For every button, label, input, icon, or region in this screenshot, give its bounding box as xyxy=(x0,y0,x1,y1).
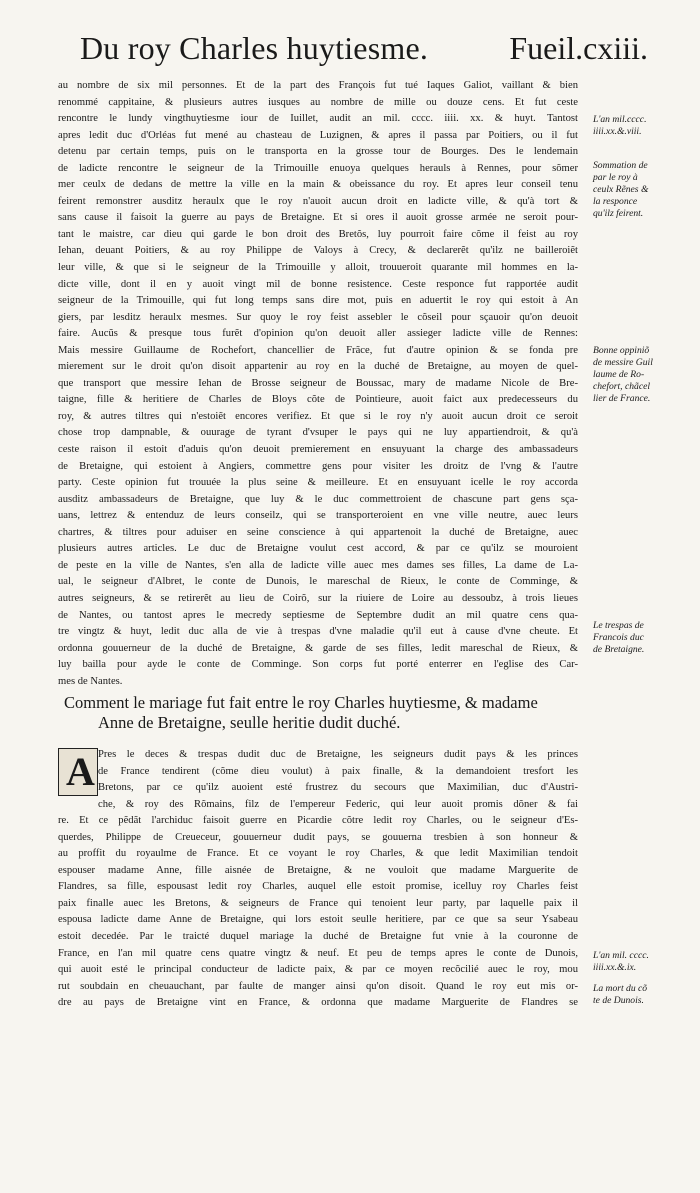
margin-note xyxy=(593,114,646,138)
text-line: de peste en la ville de Nantes, s'en alla de ladicte ville auec mes dames ses filles, La dame de La- xyxy=(58,559,578,571)
text-line: Bretons, par ce qu'ilz auoient esté frustrez du secours que Maximilian, duc d'Austri- xyxy=(98,782,578,794)
margin-note-line: par le roy à xyxy=(593,172,638,183)
text-line: detenu par certain temps, puis on le transporta en la grosse tour de Bourges. Des le lendemain xyxy=(58,146,578,158)
text-line: mer ceulx de dedans de mettre la ville en la main & obeissance du roy. Et apres leur conseil tenu xyxy=(58,179,578,191)
text-line: paix finalle auec les Bretons, & seigneurs de France qui tenoient leur party, par laquelle paix il xyxy=(58,897,578,909)
text-line: tant le maistre, car dieu qui garde le bon droit des Bretõs, luy pourroit faire cõme il feist au roy xyxy=(58,228,578,240)
margin-note xyxy=(593,345,653,405)
margin-note-line: iiii.xx.&.viii. xyxy=(593,126,642,137)
margin-note-line: Le trespas de xyxy=(593,620,644,631)
text-line: espousa ladicte dame Anne de Bretaigne, qui lors estoit seulle heritiere, par ce que sa seur Ysabeau xyxy=(58,914,578,926)
text-line: Mais messire Guillaume de Rochefort, chancellier de Frãce, fut d'autre opinion & se fonda pre xyxy=(58,344,578,356)
text-line: qui auoit esté le principal conducteur de ladicte paix, & par ce moyen recõcilié auec le roy, mou xyxy=(58,964,578,976)
text-line: renommé cappitaine, & plusieurs autres iusques au nombre de mille ou douze cens. Et fut ceste xyxy=(58,96,578,108)
heading-line: Comment le mariage fut fait entre le roy Charles huytiesme, & madame xyxy=(64,693,538,712)
text-line: rut soubdain en cheuauchant, par faulte de manger ainsi qu'on disoit. Quand le roy eut mis or- xyxy=(58,980,578,992)
text-line: leur ville, & que si le seigneur de la Trimouille y alloit, trouueroit quarante mil hommes en la- xyxy=(58,262,578,274)
text-line: espouser madame Anne, fille aisnée de Bretaigne, & ne vouloit que madame Marguerite de xyxy=(58,864,578,876)
text-line: estoit decedée. Par le traicté duquel mariage la duché de Bretaigne fut vnie à la couronne de xyxy=(58,931,578,943)
margin-note-line: qu'ilz feirent. xyxy=(593,208,644,219)
text-line: mes de Nantes. xyxy=(58,675,123,687)
folio-number: Fueil.cxiii. xyxy=(509,30,648,66)
running-header xyxy=(58,26,648,76)
margin-note-line: lier de France. xyxy=(593,393,651,404)
margin-note-line: te de Dunois. xyxy=(593,995,644,1006)
text-line: au nombre de six mil personnes. Et de la part des François fut tué Iaques Galiot, vaillant & bien xyxy=(58,80,578,91)
margin-note-line: L'an mil. cccc. xyxy=(593,950,649,961)
text-line: Flandres, sa fille, espousast ledit roy Charles, auquel elle estoit promise, icelluy roy Charles feist xyxy=(58,881,578,893)
margin-note-line: Sommation de xyxy=(593,160,648,171)
text-line: taigne, fille & heritiere de Charles de Bloys cõte de Pointieure, auoit faict aux predecesseurs du xyxy=(58,394,578,406)
margin-note-line: Bonne oppiniõ xyxy=(593,345,650,356)
text-line: ausditz ambassadeurs de Bretaigne, que luy & le duc commettroient de chascune part gens sça- xyxy=(58,493,578,505)
margin-note-line: Francois duc xyxy=(593,632,644,643)
text-line: rencontre le lundy vingthuytiesme iour de Iuillet, audit an mil. cccc. iiii. xx. & huyt. Tantost xyxy=(58,113,578,125)
text-line: roy, & autres tiltres qui n'estoiẽt encores verifiez. Et que si le roy n'y auoit aucun droit ce seroit xyxy=(58,410,578,422)
text-line: che, & roy des Rõmains, filz de l'empereur Federic, qui leur auoit promis dõner & fai xyxy=(98,798,578,810)
text-line: seigneur de la Trimouille, qui fut long temps sans dire mot, puis en aduertit le roy qui estoit à An xyxy=(58,295,578,307)
text-line: querdes, Philippe de Creueceur, gouuerneur dudit pays, se gouuerna tresbien à son honneur & xyxy=(58,831,578,843)
running-title: Du roy Charles huytiesme. xyxy=(80,30,429,66)
margin-note-line: L'an mil.cccc. xyxy=(593,114,647,125)
main-text-block xyxy=(58,78,578,690)
margin-note xyxy=(593,983,647,1007)
text-line: autres seigneurs, & se retirerẽt au lieu de Coirõ, sur la riuiere de Loire au dessoubz, à trois lieues xyxy=(58,592,578,604)
margin-note-line: iiii.xx.&.ix. xyxy=(593,962,637,973)
text-line: uans, lettrez & entenduz de leurs conseilz, qui se transporteroient en vne ville neutre, auec leurs xyxy=(58,510,578,522)
section-heading xyxy=(64,693,584,733)
text-line: tre vingtz & huyt, ledit duc alla de vie à trespas d'vne maladie qu'il eut à cause d'vne cheute. Et xyxy=(58,626,578,638)
text-line: ceste raison il estoit d'aduis qu'on deuoit premierement en ensuyuant la charge des ambassadeurs xyxy=(58,444,578,456)
text-line: ordonna gouuerneur de la duché de Bretaigne, & garde de ses filles, ledit mareschal de Rieux, & xyxy=(58,642,578,654)
text-line: mierement sur le droit qu'on disoit appartenir au roy en la duché de Bretaigne, au moyen de quel- xyxy=(58,361,578,373)
margin-note xyxy=(593,160,648,220)
text-line: France, en l'an mil quatre cens quatre vingtz & neuf. Et peu de temps apres le conte de Dunois, xyxy=(58,947,578,959)
margin-note-line: la responce xyxy=(593,196,638,207)
text-line: luy bailla pour ayde le conte de Comminge. Son corps fut porté enterrer en l'eglise des Car- xyxy=(58,659,578,671)
text-line: giers, par lesditz heraulx mesmes. Sur quoy le roy feist assebler le cõseil pour sçauoir qu'on deuoit xyxy=(58,311,578,323)
text-line: Pres le deces & trespas dudit duc de Bretaigne, les seigneurs dudit pays & les princes xyxy=(98,749,578,760)
text-line: sans cause il faisoit la guerre au pays de Bretaigne. Et si ores il auoit grosse armée ne seroit pour- xyxy=(58,212,578,224)
text-line: au proffit du royaulme de France. Et ce voyant le roy Charles, & que ledit Maximilian tendoit xyxy=(58,848,578,860)
margin-note-line: ceulx Rẽnes & xyxy=(593,184,649,195)
text-line: que transport que messire Iehan de Brosse seigneur de Boussac, mary de madame Nicole de Bre- xyxy=(58,377,578,389)
text-line: re. Et ce pẽdãt l'archiduc faisoit guerre en Picardie cõtre ledit roy Charles, ou le seigneur d'Es- xyxy=(58,815,578,827)
text-line: de Bretaigne, qui estoient à Angiers, commettre gens pour visiter les droitz de l'vng & l'autre xyxy=(58,460,578,472)
margin-note-line: La mort du cõ xyxy=(593,983,648,994)
text-line: apres ledit duc d'Orléas fut mené au chasteau de Luzignen, & apres il passa par Poitiers, ou il fut xyxy=(58,129,578,141)
second-text-block xyxy=(58,747,578,1012)
margin-note-line: laume de Ro- xyxy=(593,369,645,380)
margin-note-line: chefort, chãcel xyxy=(593,381,651,392)
text-line: faire. Aucũs & presque tous furẽt d'opinion qu'on deuoit aller assieger ladicte ville de Rennes: xyxy=(58,328,578,340)
margin-note-line: de Bretaigne. xyxy=(593,644,645,655)
heading-line: Anne de Bretaigne, seulle heritie dudit duché. xyxy=(98,713,401,732)
text-line: ual, le seigneur d'Albret, le conte de Dunois, le mareschal de Rieux, le conte de Comminge, & xyxy=(58,576,578,588)
text-line: Iehan, deuant Poitiers, & au roy Philippe de Valoys à Crecy, & declarerẽt qu'ilz ne bailleroiẽt xyxy=(58,245,578,257)
margin-note xyxy=(593,620,644,656)
text-line: de ladicte rencontre le seigneur de la Trimouille enuoya quelques herauls à Rennes, pour sõmer xyxy=(58,162,578,174)
text-line: de France tendirent (cõme dieu voulut) à paix finalle, & la demandoient tresfort les xyxy=(98,765,578,777)
text-line: dicte ville, dont il en y auoit vingt mil de bonne resistence. Ceste responce fut rapportée audit xyxy=(58,278,578,290)
text-line: dre au pays de Bretaigne vint en France, & ordonna que madame Marguerite de Flandres se xyxy=(58,997,578,1009)
text-line: de Nantes, ou tantost apres le mecredy septiesme de Septembre dudit an mil quatre cens qua- xyxy=(58,609,578,621)
text-line: party. Ceste opinion fut trouuée la plus seine & meilleure. Et en ensuyuant icelle le roy accorda xyxy=(58,477,578,489)
text-line: feirent remonstrer ausditz heraulx que le roy n'auoit aucun droit en ladicte ville, & qu'à tort & xyxy=(58,195,578,207)
text-line: chartres, & tiltres pour aduiser en seine conscience à qui appartenoit la duché de Bretaigne, auec xyxy=(58,526,578,538)
margin-note xyxy=(593,950,649,974)
text-line: chose trop dampnable, & ouurage de tyrant d'vsuper le pays qui ne luy appartiendroit, & qu'à xyxy=(58,427,578,439)
text-line: plusieurs autres articles. Le duc de Bretaigne voulut cest accord, & par ce qu'ilz se mouroient xyxy=(58,543,578,555)
initial-letter: A xyxy=(66,749,95,794)
margin-note-line: de messire Guil xyxy=(593,357,653,368)
